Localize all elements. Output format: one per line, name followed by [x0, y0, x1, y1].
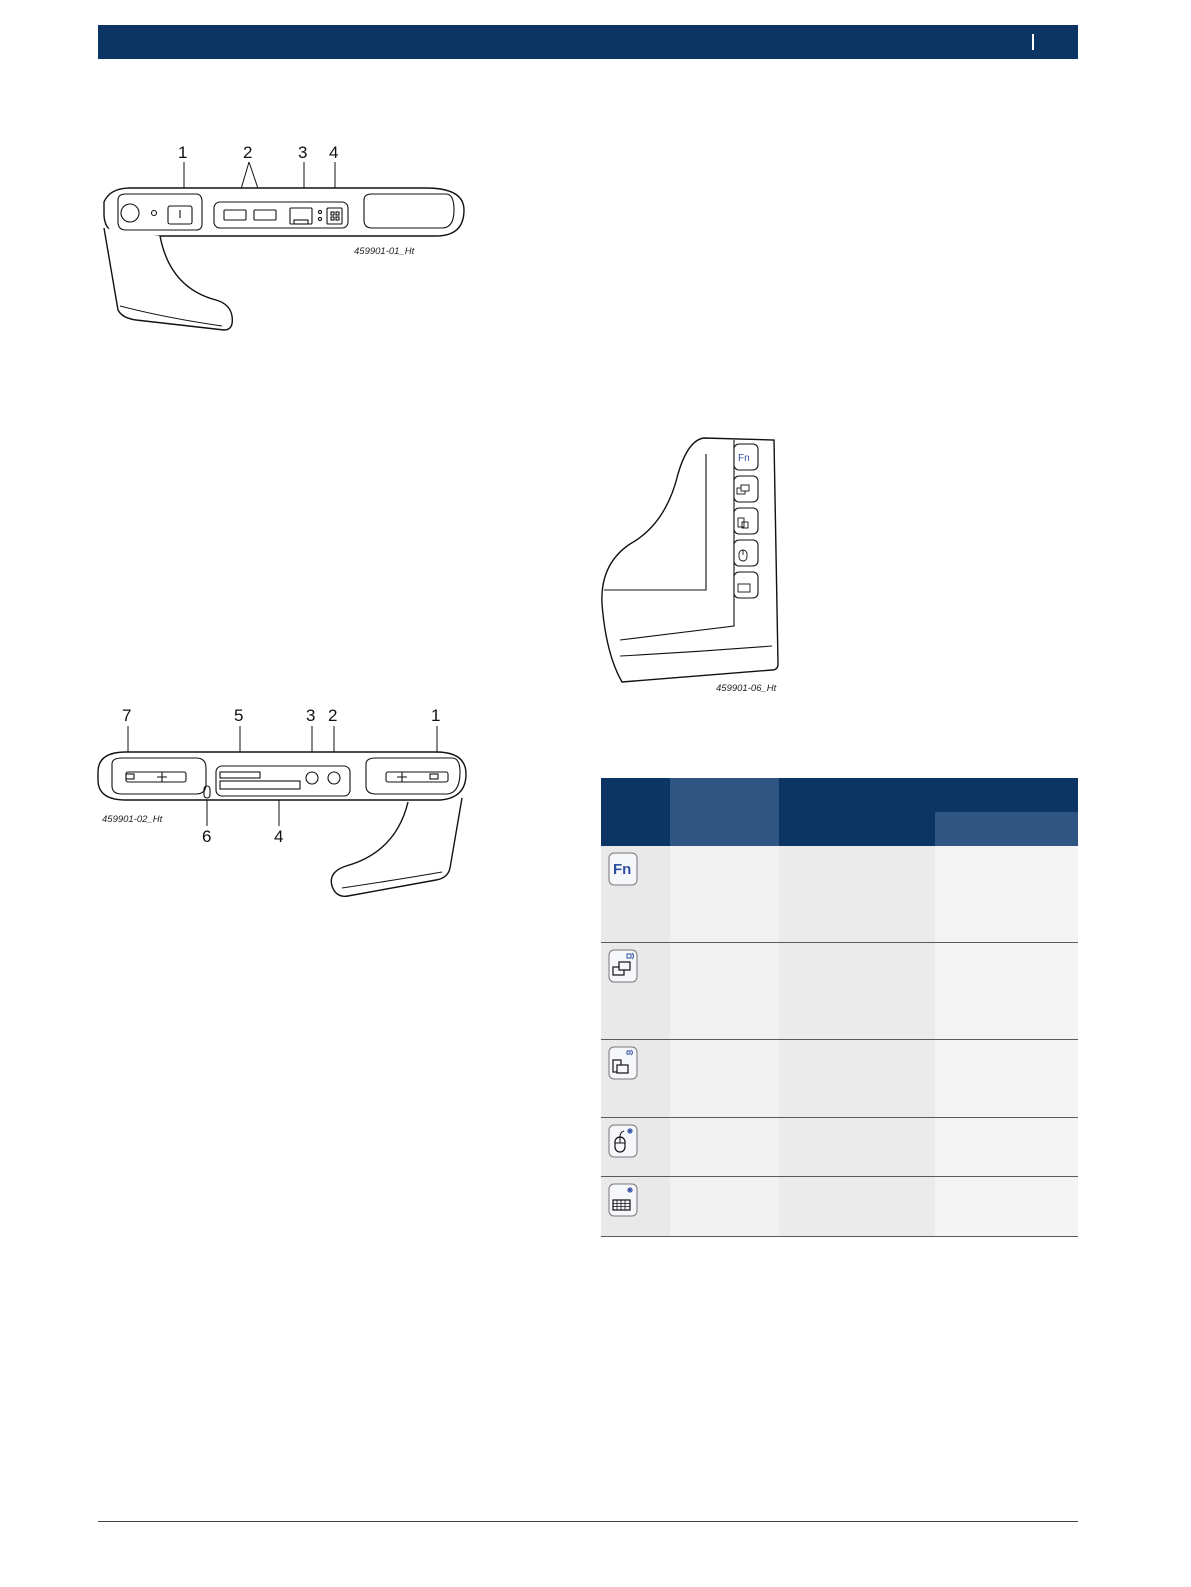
figure-reference: 459901-06_Ht [716, 683, 777, 694]
callout-7: 7 [122, 706, 132, 725]
callout-6: 6 [202, 827, 212, 846]
display-switch-key-icon [608, 949, 638, 983]
table-cell-icon [601, 1039, 670, 1117]
keys-table [601, 778, 1078, 1237]
table-cell-icon [601, 942, 670, 1039]
header-separator [1032, 34, 1034, 50]
svg-text:Fn: Fn [613, 861, 632, 878]
callout-4: 4 [274, 827, 284, 846]
table-row [601, 1039, 1078, 1117]
table-row [601, 846, 1078, 942]
figure-side-keys [596, 434, 786, 696]
screen-rotate-key-icon [608, 1046, 638, 1080]
table-row [601, 1176, 1078, 1236]
callout-2: 2 [243, 143, 253, 162]
header-cell-function [779, 778, 935, 846]
callout-5: 5 [234, 706, 244, 725]
figure-reference: 459901-02_Ht [102, 814, 163, 825]
table-cell-icon [601, 1117, 670, 1176]
mouse-key-icon [608, 1124, 638, 1158]
header-cell-name [670, 778, 779, 846]
callout-4: 4 [329, 143, 339, 162]
table-cell-icon [601, 1176, 670, 1236]
callout-3: 3 [298, 143, 308, 162]
callout-1: 1 [178, 143, 188, 162]
callout-1: 1 [431, 706, 441, 725]
svg-text:Fn: Fn [738, 453, 750, 464]
callout-2: 2 [328, 706, 338, 725]
figure-bottom-connectors [96, 702, 476, 902]
figure-top-connectors [96, 140, 476, 340]
header-cell-sub [935, 812, 1078, 846]
table-row [601, 942, 1078, 1039]
callout-3: 3 [306, 706, 316, 725]
table-cell-icon [601, 846, 670, 942]
keyboard-key-icon [608, 1183, 638, 1217]
header-cell-group [935, 778, 1078, 812]
footer-rule [98, 1521, 1078, 1522]
header-cell-icon [601, 778, 670, 846]
fn-key-icon [608, 852, 638, 886]
table-row [601, 1117, 1078, 1176]
figure-reference: 459901-01_Ht [354, 246, 415, 257]
header-bar [98, 25, 1078, 59]
